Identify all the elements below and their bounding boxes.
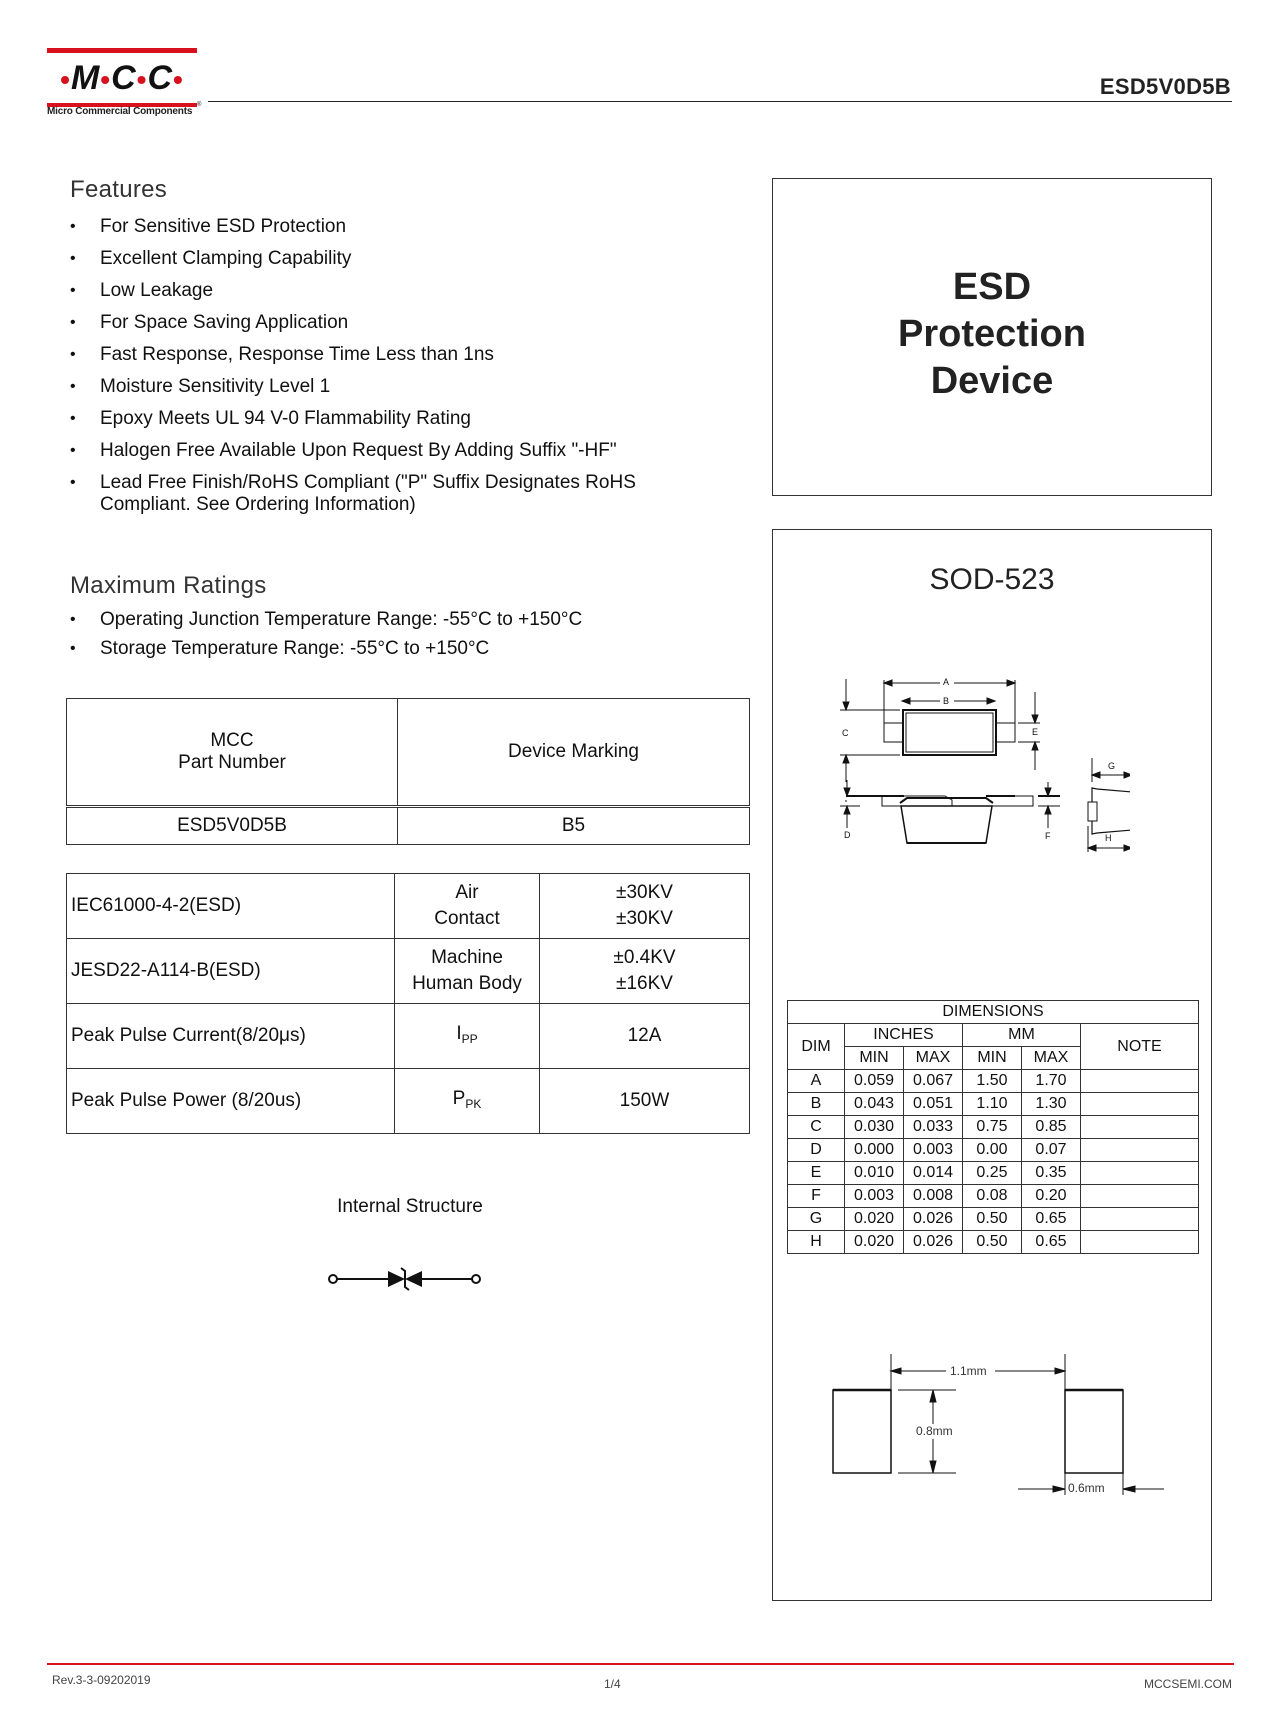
svg-text:A: A — [943, 677, 950, 687]
package-title: SOD-523 — [929, 563, 1055, 596]
page-number: 1/4 — [604, 1677, 621, 1691]
table-row: Peak Pulse Current(8/20μs) $I_{PP}$ 12A — [67, 1004, 750, 1069]
device-type-title: ESD Protection Device — [898, 266, 1086, 402]
dim-header: DIM — [788, 1024, 845, 1070]
footer-rule — [47, 1663, 1234, 1665]
dimensions-title: DIMENSIONS — [788, 1001, 1199, 1024]
svg-text:E: E — [1032, 727, 1039, 737]
feature-item: • Moisture Sensitivity Level 1 — [70, 376, 760, 398]
feature-item: • Epoxy Meets UL 94 V-0 Flammability Rating — [70, 408, 760, 430]
package-outline-drawing — [840, 672, 1130, 892]
svg-text:C: C — [842, 728, 849, 738]
ratings-table — [66, 873, 750, 1134]
feature-item: • Lead Free Finish/RoHS Compliant ("P" Suffix Designates RoHS Compliant. See Ordering Information) — [70, 472, 760, 516]
company-name: Micro Commercial Components — [47, 106, 193, 117]
feature-item: • Excellent Clamping Capability — [70, 248, 760, 270]
svg-text:F: F — [1045, 831, 1051, 841]
table-row: Peak Pulse Power (8/20us) $P_{PK}$ 150W — [67, 1069, 750, 1134]
svg-text:G: G — [1108, 761, 1116, 771]
bidirectional-tvs-diode-icon — [325, 1265, 495, 1295]
header-rule — [208, 101, 1232, 102]
mm-header: MM — [963, 1024, 1081, 1047]
table-row: G 0.020 0.026 0.50 0.65 — [788, 1208, 1199, 1231]
dimensions-table: DIMENSIONS DIM INCHES MM NOTE MIN MAX MIN MAX A 0.059 0.067 1.50 1.70 B 0.043 0.051 1.10 1.30 C 0.030 0.033 0.75 0.85 D 0.000 0.003 0.00 0.07 E 0.010 0.014 0.25 0.35 F 0.003 0.008 0.08 0.20 G 0.020 0.026 0.50 0.65 H 0.020 0.026 0.50 0.65 — [787, 1000, 1199, 1254]
note-header: NOTE — [1081, 1024, 1199, 1070]
mcc-logo — [47, 48, 202, 117]
table-row: C 0.030 0.033 0.75 0.85 — [788, 1116, 1199, 1139]
table-row: E 0.010 0.014 0.25 0.35 — [788, 1162, 1199, 1185]
solder-pad-footprint-drawing — [820, 1340, 1170, 1500]
max-ratings-list — [70, 609, 760, 670]
table-row: F 0.003 0.008 0.08 0.20 — [788, 1185, 1199, 1208]
features-title: Features — [70, 176, 168, 203]
rating-item: • Operating Junction Temperature Range: -55°C to +150°C — [70, 609, 760, 631]
svg-text:1.1mm: 1.1mm — [950, 1364, 987, 1378]
features-list — [70, 216, 760, 526]
table-row: IEC61000-4-2(ESD) Air Contact ±30KV ±30KV — [67, 874, 750, 939]
max-ratings-title: Maximum Ratings — [70, 572, 267, 599]
svg-text:0.6mm: 0.6mm — [1068, 1481, 1105, 1495]
svg-text:B: B — [943, 696, 950, 706]
logo-top-bar — [47, 48, 197, 53]
internal-structure-title: Internal Structure — [337, 1196, 483, 1217]
logo-mark: •M•C•C• — [60, 59, 184, 97]
marking-cell: B5 — [398, 807, 750, 845]
inches-header: INCHES — [845, 1024, 963, 1047]
feature-item: • Halogen Free Available Upon Request By Adding Suffix "-HF" — [70, 440, 760, 462]
device-type-box — [772, 178, 1212, 496]
feature-item: • Low Leakage — [70, 280, 760, 302]
part-number-title: ESD5V0D5B — [1099, 74, 1231, 99]
table-row: H 0.020 0.026 0.50 0.65 — [788, 1231, 1199, 1254]
device-marking-header: Device Marking — [398, 699, 750, 807]
feature-item: • For Space Saving Application — [70, 312, 760, 334]
website-link[interactable]: MCCSEMI.COM — [1144, 1677, 1232, 1691]
svg-text:H: H — [1105, 833, 1112, 843]
table-row: A 0.059 0.067 1.50 1.70 — [788, 1070, 1199, 1093]
feature-item: • Fast Response, Response Time Less than 1ns — [70, 344, 760, 366]
registered-mark: ® — [197, 102, 202, 108]
feature-item: • For Sensitive ESD Protection — [70, 216, 760, 238]
part-number-cell: ESD5V0D5B — [67, 807, 398, 845]
rating-item: • Storage Temperature Range: -55°C to +150°C — [70, 638, 760, 660]
table-row: B 0.043 0.051 1.10 1.30 — [788, 1093, 1199, 1116]
table-row: JESD22-A114-B(ESD) Machine Human Body ±0.4KV ±16KV — [67, 939, 750, 1004]
marking-table — [66, 698, 750, 845]
part-number-header: MCC Part Number — [67, 699, 398, 807]
svg-text:D: D — [844, 830, 851, 840]
revision-text: Rev.3-3-09202019 — [52, 1673, 151, 1687]
svg-text:0.8mm: 0.8mm — [916, 1424, 953, 1438]
table-row: D 0.000 0.003 0.00 0.07 — [788, 1139, 1199, 1162]
